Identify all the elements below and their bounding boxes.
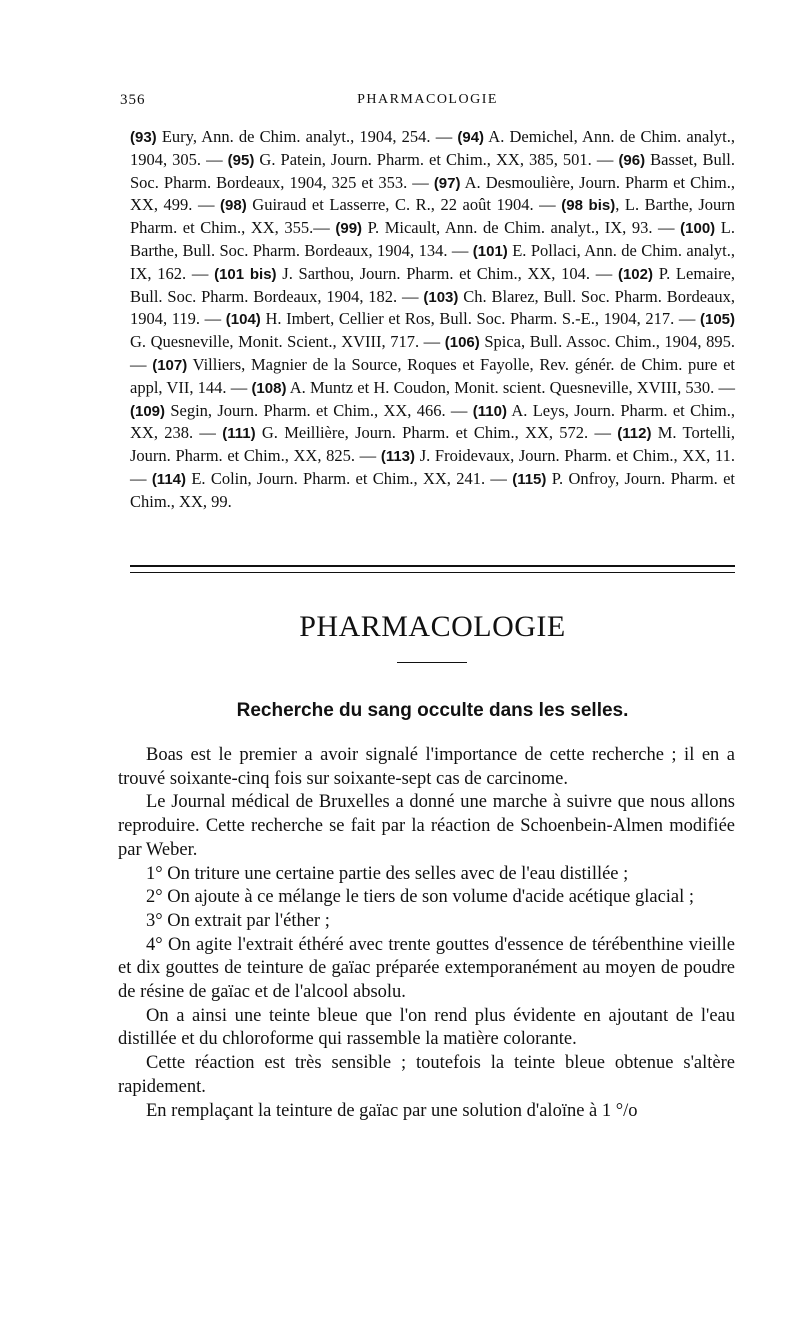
paragraph: 1° On triture une certaine partie des selles avec de l'eau distillée ; [146,863,629,884]
reference-93: (93) Eury, Ann. de Chim. analyt., 1904, 254. — [130,127,458,146]
running-title: PHARMACOLOGIE [357,92,498,107]
running-head [120,92,735,116]
reference-104: (104) H. Imbert, Cellier et Ros, Bull. Soc. Pharm. S.-E., 1904, 217. — [225,309,700,329]
section-divider-thin [130,572,735,573]
paragraph: Le Journal médical de Bruxelles a donné une marche à suivre que nous allons reproduire. Cette recherche se fait par la réaction de Schoenbein-Almen modifiée par Weber. [118,792,735,860]
reference-98: (98) Guiraud et Lasserre, C. R., 22 août 1904. — [220,195,562,215]
article-title: Recherche du sang occulte dans les selles. [236,700,629,721]
reference-105: (105) G. Quesneville, Monit. Scient., XVIII, 717. — [130,311,736,352]
paragraph: Cette réaction est très sensible ; toutefois la teinte bleue obtenue s'altère rapidement. [118,1053,735,1097]
reference-111: (111) G. Meillière, Journ. Pharm. et Chim., XX, 572. — [222,423,618,443]
reference-100: (100) L. Barthe, Bull. Soc. Pharm. Bordeaux, 1904, 134. — [130,218,735,260]
section-title: PHARMACOLOGIE [299,610,566,643]
reference-102: (102) P. Lemaire, Bull. Soc. Pharm. Bordeaux, 1904, 182. — [130,263,736,306]
reference-97: (97) A. Desmoulière, Journ. Pharm et Chim., XX, 499. — [130,172,735,215]
paragraph: Boas est le premier a avoir signalé l'importance de cette recherche ; il en a trouvé soixante-cinq fois sur soixante-sept cas de carcinome. [118,745,735,789]
reference-101-bis: (101 bis) J. Sarthou, Journ. Pharm. et Chim., XX, 104. — [214,263,618,283]
reference-106: (106) Spica, Bull. Assoc. Chim., 1904, 895. — [130,332,736,374]
title-underline [397,662,467,663]
reference-94: (94) A. Demichel, Ann. de Chim. analyt., 1904, 305. — [130,127,735,169]
section-divider-thick [130,565,735,567]
reference-112: (112) M. Tortelli, Journ. Pharm. et Chim., XX, 825. — [130,423,735,466]
paragraph: 4° On agite l'extrait éthéré avec trente gouttes d'essence de térébenthine vieille et dix gouttes de teinture de gaïac préparée extemporanément au moyen de poudre de résine de gaïac et de l'alcool absolu. [118,934,735,1003]
reference-114: (114) E. Colin, Journ. Pharm. et Chim., XX, 241. — [151,468,513,488]
paragraph: 3° On extrait par l'éther ; [146,910,330,931]
bibliography-references [130,126,735,513]
article-body [118,744,735,1123]
reference-115: (115) P. Onfroy, Journ. Pharm. et Chim., XX, 99. [130,468,735,511]
reference-98-bis: (98 bis), L. Barthe, Journ Pharm. et Chim., XX, 355.— [130,195,735,238]
paragraph: En remplaçant la teinture de gaïac par une solution d'aloïne à 1 °/o [146,1100,638,1121]
paragraph: 2° On ajoute à ce mélange le tiers de son volume d'acide acétique glacial ; [146,887,695,908]
reference-110: (110) A. Leys, Journ. Pharm. et Chim., XX, 238. — [130,400,736,443]
page-number: 356 [120,92,146,108]
reference-103: (103) Ch. Blarez, Bull. Soc. Pharm. Bordeaux, 1904, 119. — [130,286,735,329]
reference-99: (99) P. Micault, Ann. de Chim. analyt., IX, 93. — [335,218,681,238]
reference-96: (96) Basset, Bull. Soc. Pharm. Bordeaux, 1904, 325 et 353. — [130,149,735,192]
reference-107: (107) Villiers, Magnier de la Source, Roques et Fayolle, Rev. génér. de Chim. pure et appl, VII, 144. — [130,354,736,397]
paragraph: On a ainsi une teinte bleue que l'on rend plus évidente en ajoutant de l'eau distillée et du chloroforme qui rassemble la matière colorante. [118,1005,735,1050]
reference-113: (113) J. Froidevaux, Journ. Pharm. et Chim., XX, 11. — [130,446,735,488]
reference-108: (108) A. Muntz et H. Coudon, Monit. scient. Quesneville, XVIII, 530. — [251,377,735,397]
reference-95: (95) G. Patein, Journ. Pharm. et Chim., XX, 385, 501. — [227,149,619,169]
reference-101: (101) E. Pollaci, Ann. de Chim. analyt., IX, 162. — [130,240,735,283]
reference-109: (109) Segin, Journ. Pharm. et Chim., XX, 466. — [130,400,473,420]
